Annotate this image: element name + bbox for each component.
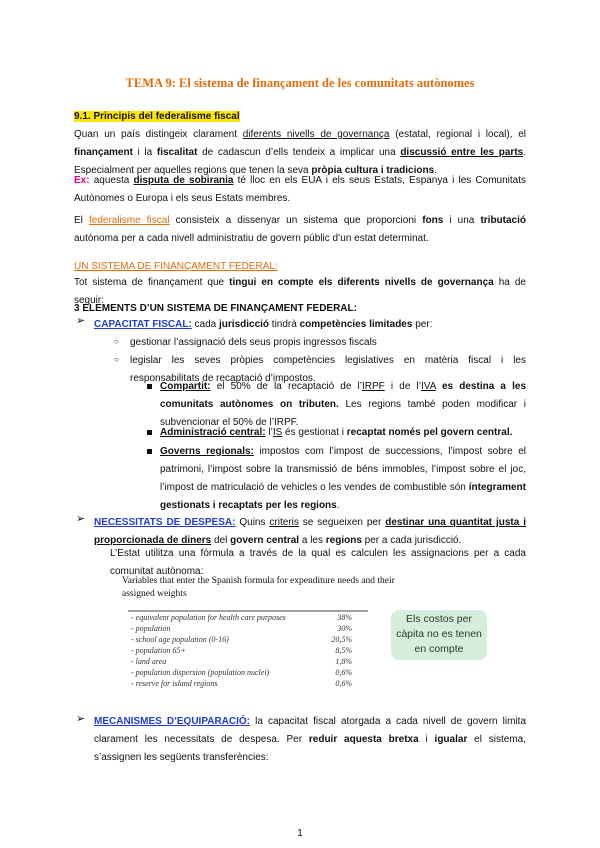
- text: es destina a les comunitats autònomes on tributen.: [160, 381, 527, 410]
- row-label: - population dispersion (population nuclei): [131, 668, 270, 677]
- text: aquesta: [89, 175, 134, 186]
- figure-caption: Variables that enter the Spanish formula for expenditure needs and their assigned weights: [122, 576, 395, 599]
- text: per:: [412, 319, 433, 330]
- section-heading-text: 9.1. Principis del federalisme fiscal: [74, 111, 240, 122]
- text: El: [74, 215, 89, 226]
- row-value: 0,6%: [335, 668, 352, 677]
- text: autònoma per a cada nivell administratiu de govern públic d’un estat determinat.: [74, 233, 429, 244]
- text: de cadascun d’ells tendeix a implicar una: [197, 147, 401, 158]
- text: criteris: [269, 517, 299, 528]
- text: Quins: [235, 517, 270, 528]
- subheading-text: UN SISTEMA DE FINANÇAMENT FEDERAL:: [74, 261, 278, 272]
- text: impostos com l’impost de successions, l’impost sobre el patrimoni, l’impost sobre la transmissió de béns immobles, l’impost sobre el joc, l’impost de matriculació de vehicles o les vendes de combustible són: [160, 446, 526, 493]
- row-value: 1,8%: [335, 657, 352, 666]
- text: destinar una quantitat justa i proporcionada de diners: [94, 517, 526, 546]
- row-label: - land area: [131, 657, 167, 666]
- text: tingui en compte els diferents nivells de governança: [229, 277, 494, 288]
- text: Administració central:: [160, 427, 266, 438]
- text: Compartit:: [160, 381, 211, 392]
- capacitat-item: [94, 316, 526, 334]
- text: Quan un país distingeix clarament: [74, 129, 243, 140]
- text: del: [211, 535, 231, 546]
- text: fiscalitat: [156, 147, 198, 158]
- text: recaptat només pel govern central.: [346, 427, 513, 438]
- text: IVA: [421, 381, 436, 392]
- circle-bullet-icon: ○: [114, 337, 119, 346]
- text: és gestionat i: [282, 427, 347, 438]
- example-label: Ex:: [74, 175, 90, 186]
- text: reduir aquesta bretxa: [308, 734, 419, 745]
- text: IS: [272, 427, 283, 438]
- text: . Especialment per aquelles regions que tenen la seva: [74, 147, 526, 176]
- text: el 50% de la recaptació de l’: [210, 381, 362, 392]
- paragraph-federalism: [74, 212, 526, 248]
- text: se segueixen per: [298, 517, 386, 528]
- sub-item-regional: [160, 443, 526, 515]
- text: .: [434, 165, 437, 176]
- square-bullet-icon: [147, 449, 152, 454]
- text: federalisme fiscal: [88, 215, 170, 226]
- arrow-bullet-icon: ➢: [76, 713, 86, 725]
- capacitat-label: CAPACITAT FISCAL:: [94, 319, 192, 330]
- text: jurisdicció: [219, 319, 270, 330]
- necessitats-label: NECESSITATS DE DESPESA:: [94, 517, 236, 528]
- text: i: [418, 734, 435, 745]
- arrow-bullet-icon: ➢: [76, 513, 86, 525]
- row-label: - school age population (0-16): [131, 635, 229, 644]
- text: i la: [132, 147, 157, 158]
- text: ha de seguir:: [74, 277, 526, 306]
- section-heading: [74, 108, 526, 126]
- row-value: 38%: [337, 613, 352, 622]
- paragraph-example: [74, 172, 526, 208]
- text: tributació: [480, 215, 527, 226]
- text: i de l’: [384, 381, 421, 392]
- row-value: 20,5%: [331, 635, 352, 644]
- text: IRPF: [361, 381, 385, 392]
- text: fons: [422, 215, 444, 226]
- row-label: - population: [131, 624, 171, 633]
- text: consisteix a dissenyar un sistema que proporcioni: [169, 215, 423, 226]
- text: Tot sistema de finançament que: [74, 277, 230, 288]
- circle-bullet-icon: ○: [114, 355, 119, 364]
- table-row: [128, 679, 368, 691]
- text: govern central: [230, 535, 300, 546]
- sub-item-central: [160, 424, 526, 442]
- text: (estatal, regional i local), el: [389, 129, 526, 140]
- text: disputa de sobirania: [133, 175, 234, 186]
- text: tindrà: [269, 319, 300, 330]
- text: el sistema, s’assignen les següents transferències:: [94, 734, 526, 763]
- text: regions: [325, 535, 362, 546]
- capacitat-bullet: legislar les seves pròpies competències legislatives en matèria fiscal i les responsabilitats de recaptació d’impostos.: [130, 355, 526, 384]
- arrow-bullet-icon: ➢: [76, 315, 86, 327]
- mecanismes-item: [94, 713, 526, 767]
- text: discussió entre les parts: [400, 147, 524, 158]
- text: diferents nivells de governança: [242, 129, 390, 140]
- row-label: - equivalent population for health care purposes: [131, 613, 286, 622]
- capacitat-bullet: gestionar l’assignació dels seus propis ingressos fiscals: [130, 337, 377, 348]
- text: íntegrament gestionats i recaptats per les regions: [160, 482, 526, 511]
- text: pròpia cultura i tradicions: [311, 165, 435, 176]
- text: per a cada jurisdicció.: [361, 535, 462, 546]
- row-label: - population 65+: [131, 646, 186, 655]
- row-value: 30%: [337, 624, 352, 633]
- text: .: [336, 500, 340, 511]
- text: l’: [265, 427, 273, 438]
- callout-note: Els costos per càpita no es tenen en compte: [391, 610, 487, 660]
- text: cada: [191, 319, 220, 330]
- row-value: 0,6%: [335, 679, 352, 688]
- text: Les regions també poden modificar i subvencionar el 50% de l’IRPF.: [160, 399, 526, 428]
- text: té lloc en els EUA i els seus Estats, Espanya i les Comunitats Autònomes o Europa i els seus Estats membres.: [74, 175, 526, 204]
- text: i una: [443, 215, 481, 226]
- table-rule: [128, 610, 368, 612]
- row-label: - reserve for island regions: [131, 679, 218, 688]
- elements-heading: 3 ELEMENTS D’UN SISTEMA DE FINANÇAMENT FEDERAL:: [74, 303, 357, 314]
- page-title: TEMA 9: El sistema de finançament de les comunitats autònomes: [125, 76, 475, 90]
- square-bullet-icon: [147, 384, 152, 389]
- text: competències limitades: [299, 319, 413, 330]
- square-bullet-icon: [147, 430, 152, 435]
- mecanismes-label: MECANISMES D’EQUIPARACIÓ:: [94, 716, 251, 727]
- page-number: 1: [297, 828, 303, 839]
- text: igualar: [434, 734, 468, 745]
- formula-text: L’Estat utilitza una fórmula a través de la qual es calculen les assignacions per a cada comunitat autònoma:: [110, 548, 526, 577]
- text: la capacitat fiscal atorgada a cada nivell de govern limita clarament les necessitats de despesa. Per: [94, 716, 527, 745]
- row-value: 8,5%: [335, 646, 352, 655]
- text: finançament: [74, 147, 133, 158]
- text: Governs regionals:: [160, 446, 254, 457]
- text: a les: [299, 535, 326, 546]
